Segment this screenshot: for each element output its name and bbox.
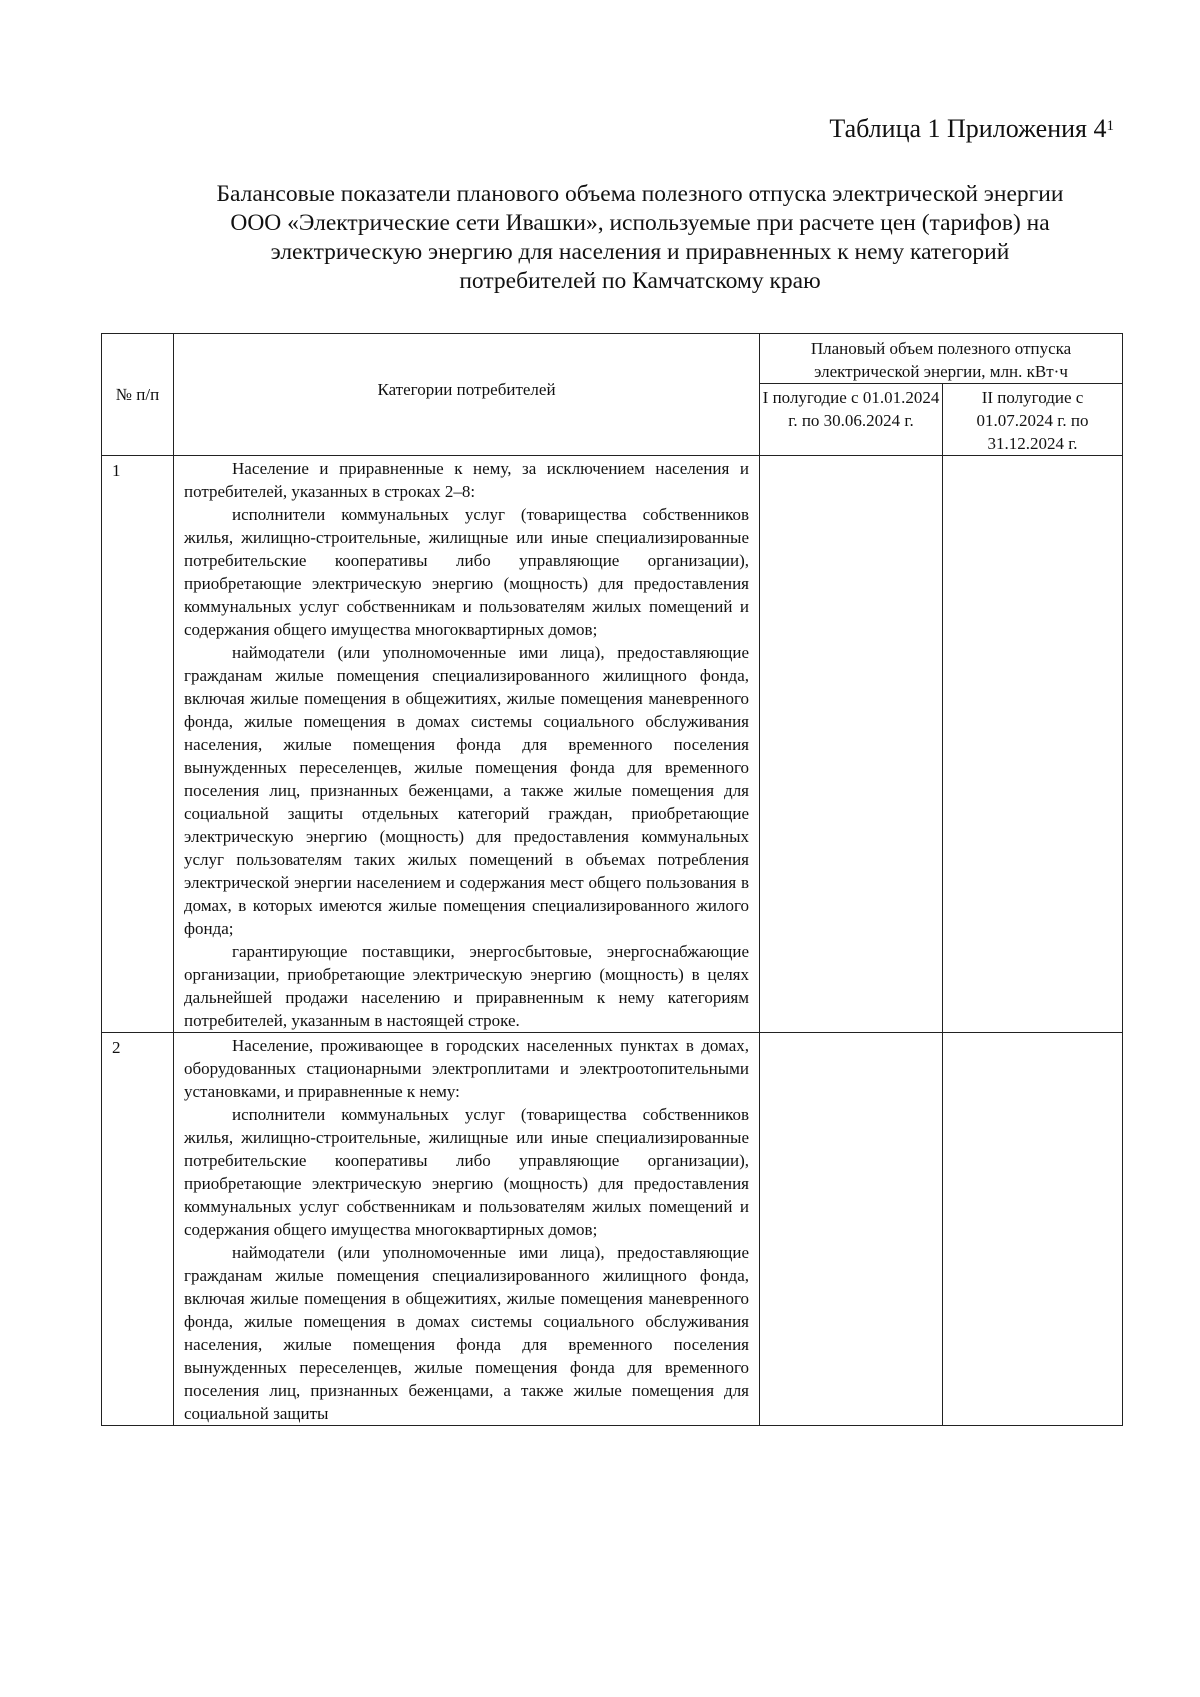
header-number: № п/п — [102, 334, 174, 456]
row-number: 1 — [102, 456, 174, 1033]
row-category — [174, 1033, 760, 1426]
annex-label-text: Таблица 1 Приложения 4 — [829, 114, 1107, 143]
document-title: Балансовые показатели планового объема полезного отпуска электрической энергии ООО «Электрические сети Ивашки», используемые при расчете цен (тарифов) на электрическую энергию для населения и приравненных к нему категорий потребителей по Камчатскому краю — [216, 181, 1064, 294]
row-first-half-value — [760, 1033, 943, 1426]
category-paragraph: наймодатели (или уполномоченные ими лица), предоставляющие гражданам жилые помещения специализированного жилищного фонда, включая жилые помещения в общежитиях, жилые помещения маневренного фонда, жилые помещения в домах системы социального обслуживания населения, жилые помещения фонда для временного поселения вынужденных переселенцев, жилые помещения фонда для временного поселения лиц, признанных беженцами, а также жилые помещения для социальной защиты отдельных категорий граждан, приобретающие электрическую энергию (мощность) для предоставления коммунальных услуг пользователям таких жилых помещений в объемах потребления электрической энергии населением и содержания мест общего пользования в домах, в которых имеются жилые помещения специализированного жилого фонда; — [184, 643, 749, 938]
table-row — [102, 1033, 1123, 1426]
row-category — [174, 456, 760, 1033]
row-first-half-value — [760, 456, 943, 1033]
category-paragraph: исполнители коммунальных услуг (товарищества собственников жилья, жилищно-строительные, жилищные или иные специализированные потребительские кооперативы либо управляющие организации), приобретающие электрическую энергию (мощность) для предоставления коммунальных услуг собственникам и пользователям жилых помещений и содержания общего имущества многоквартирных домов; — [184, 1105, 749, 1239]
category-paragraph: Население и приравненные к нему, за исключением населения и потребителей, указанных в строках 2–8: — [184, 459, 749, 501]
annex-footnote-mark: 1 — [1106, 118, 1114, 134]
header-second-half: II полугодие с 01.07.2024 г. по 31.12.2024 г. — [943, 384, 1123, 456]
header-planned-volume: Плановый объем полезного отпуска электрической энергии, млн. кВт·ч — [760, 334, 1123, 384]
header-category: Категории потребителей — [174, 334, 760, 456]
table-row — [102, 456, 1123, 1033]
category-paragraph: Население, проживающее в городских населенных пунктах в домах, оборудованных стационарными электроплитами и электроотопительными установками, и приравненные к нему: — [184, 1036, 749, 1101]
category-paragraph: гарантирующие поставщики, энергосбытовые, энергоснабжающие организации, приобретающие электрическую энергию (мощность) в целях дальнейшей продажи населению и приравненным к нему категориям потребителей, указанным в настоящей строке. — [184, 942, 749, 1030]
tariff-balance-table — [101, 333, 1123, 1426]
table-annex-label — [829, 114, 1114, 144]
row-number: 2 — [102, 1033, 174, 1426]
category-paragraph: наймодатели (или уполномоченные ими лица), предоставляющие гражданам жилые помещения специализированного жилищного фонда, включая жилые помещения в общежитиях, жилые помещения маневренного фонда, жилые помещения в домах системы социального обслуживания населения, жилые помещения фонда для временного поселения вынужденных переселенцев, жилые помещения фонда для временного поселения лиц, признанных беженцами, а также жилые помещения для социальной защиты — [184, 1243, 749, 1423]
header-first-half: I полугодие с 01.01.2024 г. по 30.06.2024 г. — [760, 384, 943, 456]
row-second-half-value — [943, 1033, 1123, 1426]
category-paragraph: исполнители коммунальных услуг (товарищества собственников жилья, жилищно-строительные, жилищные или иные специализированные потребительские кооперативы либо управляющие организации), приобретающие электрическую энергию (мощность) для предоставления коммунальных услуг собственникам и пользователям жилых помещений и содержания общего имущества многоквартирных домов; — [184, 505, 749, 639]
header-row-1 — [102, 334, 1123, 384]
row-second-half-value — [943, 456, 1123, 1033]
